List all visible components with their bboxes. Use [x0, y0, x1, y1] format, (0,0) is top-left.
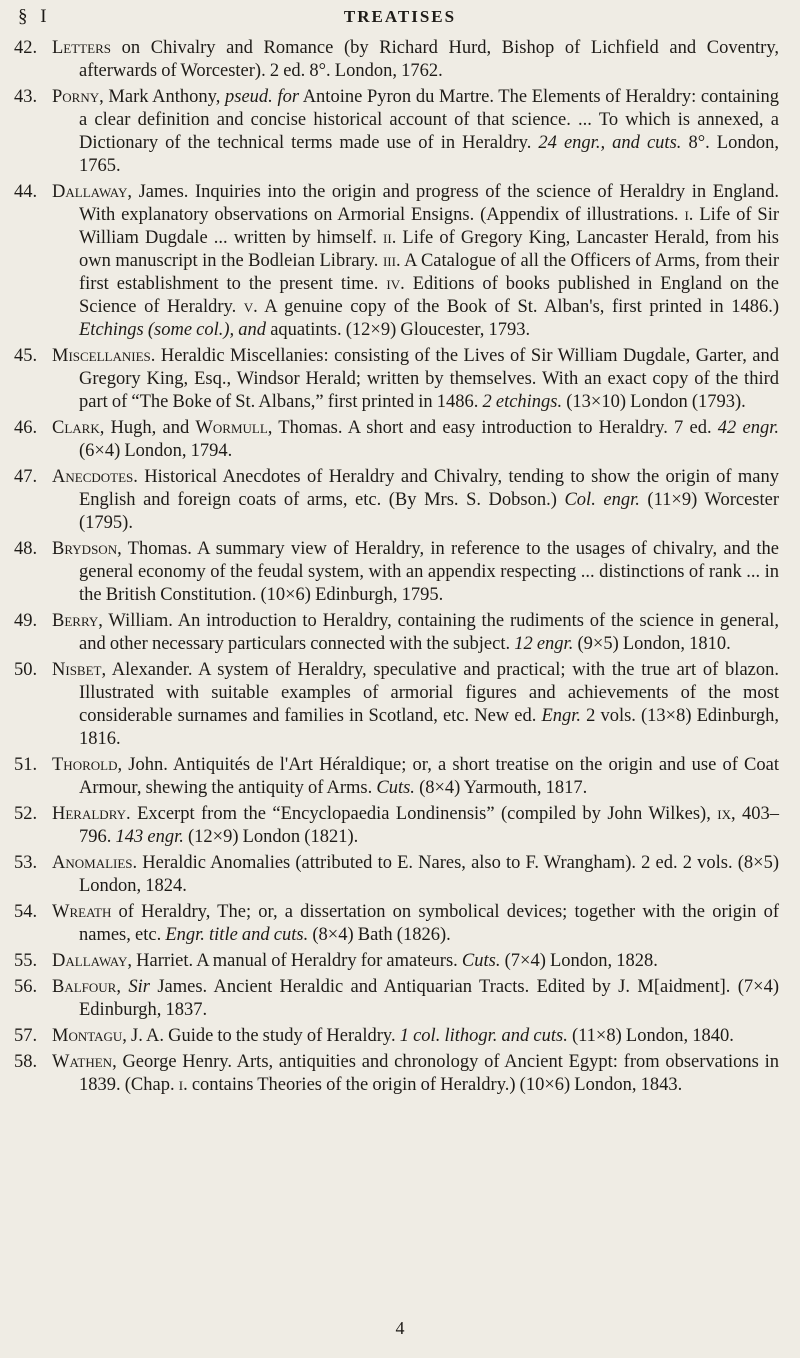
- catalogue-entry: [0, 852, 800, 898]
- entry-text: [52, 976, 779, 1022]
- entry-heading: Berry,: [52, 611, 103, 631]
- entry-number: 48.: [14, 539, 38, 559]
- entry-text: [52, 1025, 779, 1048]
- entry-text-segment: Historical Anecdotes of Heraldry and Chivalry, tending to show the origin of many English and foreign coats of arms, etc. (By Mrs. S. Dobson.): [79, 467, 779, 510]
- catalogue-entry: [0, 659, 800, 751]
- entry-italic-text: 2 etchings.: [482, 392, 563, 412]
- entry-italic-text: Sir: [128, 977, 150, 997]
- entry-number: 42.: [14, 38, 38, 58]
- entry-text-segment: Hugh, and: [104, 418, 196, 438]
- entry-heading: Anomalies.: [52, 853, 138, 873]
- entry-text: [52, 1051, 779, 1097]
- entry-text-segment: Thomas. A summary view of Heraldry, in reference to the usages of chivalry, and the general economy of the feudal system, with an appendix respecting ... distinctions of rank ... in the British Constitution. (10×6) Edinburgh, 1795.: [79, 539, 779, 605]
- entry-italic-text: Col. engr.: [564, 490, 640, 510]
- entry-italic-text: pseud. for: [225, 87, 300, 107]
- entry-heading: iv: [386, 274, 401, 294]
- entry-heading: Letters: [52, 38, 111, 58]
- entry-heading: iii: [382, 251, 396, 271]
- entry-text: [52, 86, 779, 178]
- entry-text: [52, 610, 779, 656]
- entry-text: [52, 181, 779, 342]
- entry-number: 46.: [14, 418, 38, 438]
- entry-text: [52, 659, 779, 751]
- entry-heading: Nisbet,: [52, 660, 107, 680]
- entry-italic-text: 24 engr., and cuts.: [538, 133, 682, 153]
- entry-heading: Brydson,: [52, 539, 122, 559]
- entry-text-segment: (11×8) London, 1840.: [567, 1026, 734, 1046]
- entry-number: 45.: [14, 346, 38, 366]
- entry-text-segment: (8×4) Bath (1826).: [308, 925, 451, 945]
- entry-text-segment: Alexander. A system of Heraldry, speculative and practical; with the true art of blazon. Illustrated with suitable examples of armorial figures and achievements of the most considerable surnames and families in Scotland, etc. New ed.: [79, 660, 779, 726]
- catalogue-entry: [0, 1051, 800, 1097]
- entry-text-segment: . contains Theories of the origin of Heraldry.) (10×6) London, 1843.: [183, 1075, 683, 1095]
- entry-number: 53.: [14, 853, 38, 873]
- catalogue-entry: [0, 181, 800, 342]
- entry-text-segment: J. A. Guide to the study of Heraldry.: [126, 1026, 400, 1046]
- entry-text-segment: John. Antiquités de l'Art Héraldique; or, a short treatise on the origin and use of Coat Armour, shewing the antiquity of Arms.: [79, 755, 779, 798]
- entry-text-segment: Heraldic Anomalies (attributed to E. Nares, also to F. Wrangham). 2 ed. 2 vols. (8×5) London, 1824.: [79, 853, 779, 896]
- entry-heading: i: [178, 1075, 184, 1095]
- entry-heading: Wormull,: [195, 418, 273, 438]
- entry-text: [52, 803, 779, 849]
- entry-number: 57.: [14, 1026, 38, 1046]
- entry-heading: Balfour,: [52, 977, 121, 997]
- entry-text-segment: 8°. London, 1765.: [79, 133, 779, 176]
- entry-text-segment: on Chivalry and Romance (by Richard Hurd, Bishop of Lichfield and Coventry, afterwards of Worcester). 2 ed. 8°. London, 1762.: [79, 38, 779, 81]
- catalogue-entry: [0, 1025, 800, 1048]
- entry-text-segment: Harriet. A manual of Heraldry for amateurs.: [132, 951, 462, 971]
- catalogue-entry: [0, 901, 800, 947]
- entry-number: 50.: [14, 660, 38, 680]
- running-head: [0, 4, 800, 32]
- entry-text-segment: (13×10) London (1793).: [562, 392, 746, 412]
- entry-text-segment: 2 vols. (13×8) Edinburgh, 1816.: [79, 706, 779, 749]
- entry-text-segment: . A Catalogue of all the Officers of Arms, from their first establishment to the present time.: [79, 251, 779, 294]
- catalogue-entry: [0, 610, 800, 656]
- entry-text-segment: Heraldic Miscellanies: consisting of the Lives of Sir William Dugdale, Garter, and Gregory King, Esq., Windsor Herald; written by themselves. With an exact copy of the third part of “The Boke of St. Albans,” first printed in 1486.: [79, 346, 779, 412]
- entry-heading: Porny,: [52, 87, 104, 107]
- entry-heading: Wreath: [52, 902, 112, 922]
- entry-heading: Miscellanies.: [52, 346, 156, 366]
- entry-heading: Montagu,: [52, 1026, 127, 1046]
- entry-text-segment: . Life of Sir William Dugdale ... written by himself.: [79, 205, 780, 248]
- entry-text-segment: Antoine Pyron du Martre. The Elements of Heraldry: containing a clear definition and concise historical account of that science. ... To which is annexed, a Dictionary of the technical terms made use of in Heraldry.: [79, 87, 779, 153]
- entry-italic-text: Engr. title and cuts.: [165, 925, 309, 945]
- entry-text: [52, 538, 779, 607]
- entry-text: [52, 950, 779, 973]
- entry-heading: Dallaway,: [52, 951, 133, 971]
- entry-text-segment: . Life of Gregory King, Lancaster Herald, from his own manuscript in the Bodleian Library.: [79, 228, 779, 271]
- entry-heading: Wathen,: [52, 1052, 117, 1072]
- catalogue-entry: [0, 538, 800, 607]
- catalogue-entry: [0, 345, 800, 414]
- entry-text: [52, 754, 779, 800]
- entry-text: [52, 852, 779, 898]
- catalogue-entry: [0, 950, 800, 973]
- entry-italic-text: Cuts.: [461, 951, 501, 971]
- entry-number: 58.: [14, 1052, 38, 1072]
- entry-italic-text: Etchings (some col.), and: [79, 320, 267, 340]
- entry-text-segment: , 403–796.: [79, 804, 779, 847]
- entry-number: 51.: [14, 755, 38, 775]
- entry-italic-text: 143 engr.: [115, 827, 184, 847]
- catalogue-entry: [0, 86, 800, 178]
- entry-heading: ix: [717, 804, 731, 824]
- entry-text-segment: . A genuine copy of the Book of St. Alban's, first printed in 1486.): [253, 297, 779, 317]
- entry-heading: ii: [383, 228, 392, 248]
- entry-number: 52.: [14, 804, 38, 824]
- entry-text-segment: (9×5) London, 1810.: [573, 634, 731, 654]
- catalogue-entry: [0, 976, 800, 1022]
- entry-heading: i: [684, 205, 689, 225]
- catalogue-entry: [0, 803, 800, 849]
- entry-text-segment: aquatints. (12×9) Gloucester, 1793.: [266, 320, 531, 340]
- entry-number: 49.: [14, 611, 38, 631]
- catalogue-entry: [0, 37, 800, 83]
- catalogue-entry: [0, 417, 800, 463]
- entry-text: [52, 901, 779, 947]
- entry-text-segment: Mark Anthony,: [103, 87, 225, 107]
- entry-text: [52, 466, 779, 535]
- entry-heading: Dallaway,: [52, 182, 133, 202]
- entry-number: 56.: [14, 977, 38, 997]
- entry-text-segment: Thomas. A short and easy introduction to Heraldry. 7 ed.: [272, 418, 718, 438]
- entry-italic-text: Cuts.: [376, 778, 415, 798]
- entry-text-segment: James. Inquiries into the origin and progress of the science of Heraldry in England. With explanatory observations on Armorial Ensigns. (Appendix of illustrations.: [79, 182, 779, 225]
- entry-text-segment: James. Ancient Heraldic and Antiquarian Tracts. Edited by J. M[aidment]. (7×4) Edinburgh, 1837.: [79, 977, 780, 1020]
- entry-number: 44.: [14, 182, 38, 202]
- entry-number: 55.: [14, 951, 38, 971]
- entry-text-segment: (6×4) London, 1794.: [79, 441, 233, 461]
- entry-heading: Thorold,: [52, 755, 123, 775]
- entry-italic-text: 42 engr.: [717, 418, 779, 438]
- entry-italic-text: 1 col. lithogr. and cuts.: [399, 1026, 568, 1046]
- entry-italic-text: Engr.: [541, 706, 582, 726]
- entry-text: [52, 417, 779, 463]
- section-mark: § I: [18, 6, 51, 27]
- entry-heading: Heraldry.: [52, 804, 131, 824]
- entry-list: [0, 37, 800, 1100]
- entry-text-segment: Excerpt from the “Encyclopaedia Londinensis” (compiled by John Wilkes),: [130, 804, 718, 824]
- entry-text-segment: (8×4) Yarmouth, 1817.: [414, 778, 588, 798]
- entry-text-segment: (7×4) London, 1828.: [500, 951, 658, 971]
- entry-text-segment: George Henry. Arts, antiquities and chronology of Ancient Egypt: from observations in 1839. (Chap.: [79, 1052, 779, 1095]
- entry-text-segment: William. An introduction to Heraldry, containing the rudiments of the science in general, and other necessary particulars connected with the subject.: [79, 611, 779, 654]
- entry-text-segment: (12×9) London (1821).: [183, 827, 359, 847]
- entry-number: 47.: [14, 467, 38, 487]
- entry-italic-text: 12 engr.: [514, 634, 574, 654]
- catalogue-entry: [0, 466, 800, 535]
- entry-heading: Clark,: [52, 418, 105, 438]
- entry-number: 43.: [14, 87, 38, 107]
- page-title: TREATISES: [343, 7, 457, 26]
- entry-number: 54.: [14, 902, 38, 922]
- entry-heading: Anecdotes.: [52, 467, 138, 487]
- page-number: 4: [395, 1318, 405, 1338]
- entry-heading: v: [243, 297, 254, 317]
- entry-text: [52, 345, 779, 414]
- entry-text-segment: . Editions of books published in England on the Science of Heraldry.: [79, 274, 779, 317]
- catalogue-entry: [0, 754, 800, 800]
- entry-text-segment: of Heraldry, The; or, a dissertation on symbolical devices; together with the origin of names, etc.: [79, 902, 779, 945]
- entry-text: [52, 37, 779, 83]
- entry-text-segment: (11×9) Worcester (1795).: [79, 490, 780, 533]
